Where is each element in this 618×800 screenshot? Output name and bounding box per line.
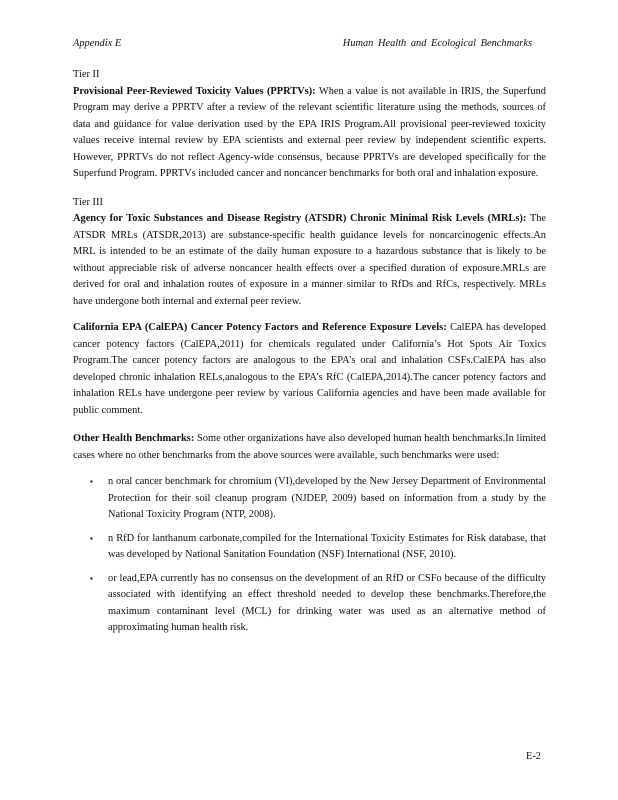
other-benchmarks-heading: Other Health Benchmarks:	[73, 433, 195, 444]
bullet-text-lead: or lead,EPA currently has no consensus on the development of an RfD or CSFo because of the difficulty associated with identifying an effect threshold needed to develop these benchmarks.Therefore,the maximum contaminant level (MCL) for drinking water was used as an alternative method of approximating human health risk.	[108, 572, 546, 633]
bullet-square-icon: ▪	[90, 533, 93, 543]
pprtv-paragraph	[73, 84, 546, 183]
bullet-square-icon: ▪	[90, 477, 93, 486]
other-benchmarks-paragraph	[73, 431, 546, 464]
list-item	[73, 474, 546, 524]
atsdr-paragraph	[73, 211, 546, 310]
header-appendix-label: Appendix E	[73, 38, 122, 49]
calepa-paragraph	[73, 320, 546, 419]
tier-3-label: Tier III	[73, 196, 103, 208]
list-item	[73, 531, 546, 564]
bullet-square-icon: ▪	[90, 573, 93, 583]
atsdr-heading: Agency for Toxic Substances and Disease Registry (ATSDR) Chronic Minimal Risk Levels (MRLs):	[73, 213, 527, 224]
pprtv-heading: Provisional Peer-Reviewed Toxicity Values (PPRTVs):	[73, 85, 316, 97]
bullet-text-chromium: n oral cancer benchmark for chromium (VI),developed by the New Jersey Department of Environmental Protection for their soil cleanup program (NJDEP, 2009) based on information from a study by the National Toxicity Program (NTP, 2008).	[108, 476, 546, 520]
calepa-heading: California EPA (CalEPA) Cancer Potency Factors and Reference Exposure Levels:	[73, 322, 447, 333]
bullet-text-lanthanum: n RfD for lanthanum carbonate,compiled for the International Toxicity Estimates for Risk database, that was developed by National Sanitation Foundation (NSF) International (NSF, 2010).	[108, 532, 546, 560]
list-item	[73, 571, 546, 637]
document-body	[73, 67, 546, 637]
pprtv-body: When a value is not available in IRIS, the Superfund Program may derive a PPRTV after a review of the relevant scientific literature using the methods, sources of data and guidance for value derivation used by the EPA IRIS Program.All provisional peer-reviewed toxicity values receive internal review by EPA scientists and external peer review by independent scientific experts. However, PPRTVs do not reflect Agency-wide consensus, because PPRTVs are developed specifically for the Superfund Program. PPRTVs included cancer and noncancer benchmarks for both oral and inhalation exposure.	[73, 85, 546, 179]
page-number: E-2	[525, 751, 541, 762]
header-section-title: Human Health and Ecological Benchmarks	[342, 38, 532, 49]
other-benchmarks-body: Some other organizations have also developed human health benchmarks.In limited cases where no other benchmarks from the above sources were available, such benchmarks were used:	[73, 433, 546, 461]
benchmark-bullet-list	[73, 474, 546, 637]
calepa-body: CalEPA has developed cancer potency factors (CalEPA,2011) for chemicals regulated under California’s Hot Spots Air Toxics Program.The cancer potency factors are analogous to the EPA’s oral and inhalation CSFs.CalEPA has also developed chronic inhalation RELs,analogous to the EPA’s RfC (CalEPA,2014).The cancer potency factors and inhalation RELs have undergone peer review by various California agencies and have been made available for public comment.	[73, 322, 547, 416]
atsdr-body: The ATSDR MRLs (ATSDR,2013) are substance-specific health guidance levels for noncarcinogenic effects.An MRL is intended to be an estimate of the daily human exposure to a hazardous substance that is likely to be without appreciable risk of adverse noncancer health effects over a specified duration of exposure.MRLs are derived for oral and inhalation routes of exposure in a manner similar to RfDs and RfCs, respectively. MRLs have undergone both internal and external peer review.	[73, 213, 546, 307]
tier-2-label: Tier II	[73, 69, 100, 80]
